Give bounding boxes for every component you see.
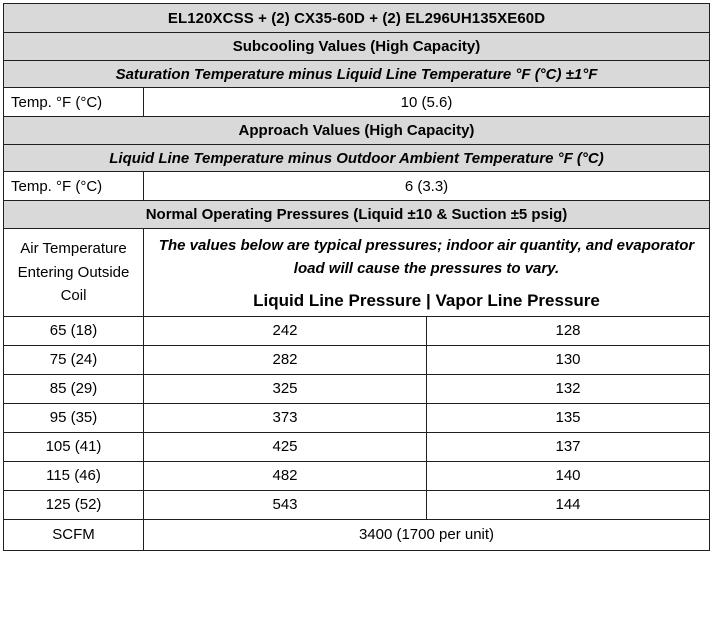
pressures-heading-row xyxy=(4,201,710,229)
pressures-note-cell xyxy=(144,229,710,317)
row-air-temp: 125 (52) xyxy=(4,490,144,519)
scfm-label: SCFM xyxy=(4,519,144,550)
row-liquid-pressure: 325 xyxy=(144,374,427,403)
approach-heading-row xyxy=(4,117,710,145)
pressures-heading: Normal Operating Pressures (Liquid ±10 & Suction ±5 psig) xyxy=(4,201,710,229)
row-liquid-pressure: 373 xyxy=(144,403,427,432)
subcooling-temp-value: 10 (5.6) xyxy=(144,88,710,117)
row-air-temp: 115 (46) xyxy=(4,461,144,490)
row-liquid-pressure: 425 xyxy=(144,432,427,461)
row-vapor-pressure: 137 xyxy=(427,432,710,461)
subcooling-heading-row xyxy=(4,33,710,61)
row-vapor-pressure: 130 xyxy=(427,345,710,374)
row-vapor-pressure: 132 xyxy=(427,374,710,403)
pressures-header-row xyxy=(4,229,710,317)
row-vapor-pressure: 135 xyxy=(427,403,710,432)
table-row xyxy=(4,316,710,345)
row-liquid-pressure: 482 xyxy=(144,461,427,490)
row-vapor-pressure: 140 xyxy=(427,461,710,490)
approach-description-row xyxy=(4,145,710,172)
subcooling-temp-label: Temp. °F (°C) xyxy=(4,88,144,117)
approach-temp-label: Temp. °F (°C) xyxy=(4,172,144,201)
air-temperature-label: Air Temperature Entering Outside Coil xyxy=(4,229,144,317)
row-liquid-pressure: 242 xyxy=(144,316,427,345)
row-liquid-pressure: 282 xyxy=(144,345,427,374)
table-row xyxy=(4,432,710,461)
subcooling-heading: Subcooling Values (High Capacity) xyxy=(4,33,710,61)
approach-heading: Approach Values (High Capacity) xyxy=(4,117,710,145)
table-row xyxy=(4,461,710,490)
row-air-temp: 85 (29) xyxy=(4,374,144,403)
approach-value-row xyxy=(4,172,710,201)
table-title-row xyxy=(4,4,710,33)
row-vapor-pressure: 128 xyxy=(427,316,710,345)
scfm-row xyxy=(4,519,710,550)
row-air-temp: 75 (24) xyxy=(4,345,144,374)
pressures-note: The values below are typical pressures; indoor air quantity, and evaporator load will cause the pressures to vary. xyxy=(158,237,695,277)
document-title: EL120XCSS + (2) CX35-60D + (2) EL296UH135XE60D xyxy=(4,4,710,33)
approach-temp-value: 6 (3.3) xyxy=(144,172,710,201)
table-row xyxy=(4,345,710,374)
row-liquid-pressure: 543 xyxy=(144,490,427,519)
spec-table-page xyxy=(0,3,712,629)
row-air-temp: 65 (18) xyxy=(4,316,144,345)
table-row xyxy=(4,403,710,432)
subcooling-value-row xyxy=(4,88,710,117)
row-vapor-pressure: 144 xyxy=(427,490,710,519)
subcooling-description-row xyxy=(4,61,710,88)
table-row xyxy=(4,374,710,403)
row-air-temp: 105 (41) xyxy=(4,432,144,461)
row-air-temp: 95 (35) xyxy=(4,403,144,432)
specification-table xyxy=(3,3,710,551)
subcooling-description: Saturation Temperature minus Liquid Line Temperature °F (°C) ±1°F xyxy=(4,61,710,88)
scfm-value: 3400 (1700 per unit) xyxy=(144,519,710,550)
approach-description: Liquid Line Temperature minus Outdoor Ambient Temperature °F (°C) xyxy=(4,145,710,172)
table-row xyxy=(4,490,710,519)
pressure-columns-header: Liquid Line Pressure | Vapor Line Pressure xyxy=(253,291,600,310)
